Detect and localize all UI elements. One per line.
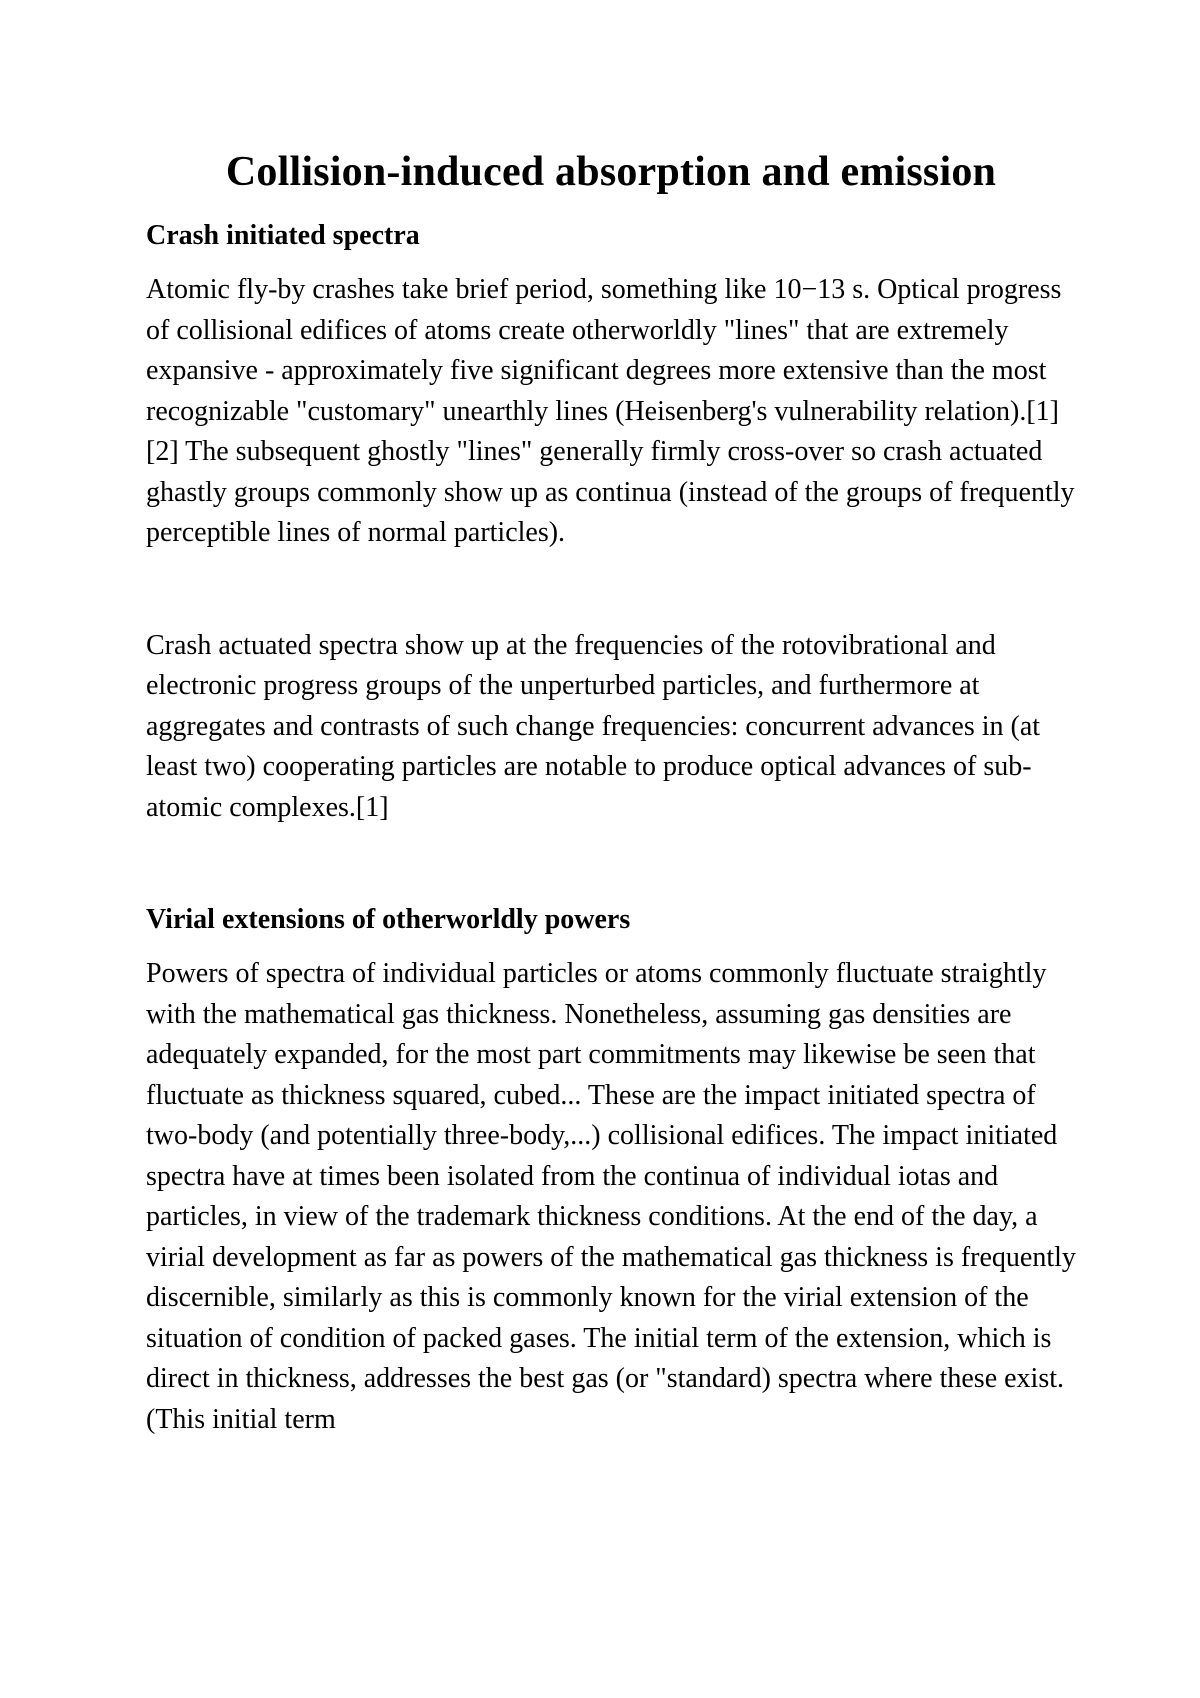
paragraph: Crash actuated spectra show up at the frequencies of the rotovibrational and electronic progress groups of the unperturbed particles, and furthermore at aggregates and contrasts of such change frequencies: concurrent advances in (at least two) cooperating particles are notable to produce optical advances of sub-atomic complexes.[1]	[146, 629, 1041, 823]
section-heading-virial-extensions: Virial extensions of otherworldly powers	[146, 904, 631, 935]
paragraph: Atomic fly-by crashes take brief period, something like 10−13 s. Optical progress of collisional edifices of atoms create otherworldly "lines" that are extremely expansive - approximately five significant degrees more extensive than the most recognizable "customary" unearthly lines (Heisenberg's vulnerability relation).[1][2] The subsequent ghostly "lines" generally firmly cross-over so crash actuated ghastly groups commonly show up as continua (instead of the groups of frequently perceptible lines of normal particles).	[146, 274, 1075, 548]
paragraph: Powers of spectra of individual particles or atoms commonly fluctuate straightly with the mathematical gas thickness. Nonetheless, assuming gas densities are adequately expanded, for the most part commitments may likewise be seen that fluctuate as thickness squared, cubed... These are the impact initiated spectra of two-body (and potentially three-body,...) collisional edifices. The impact initiated spectra have at times been isolated from the continua of individual iotas and particles, in view of the trademark thickness conditions. At the end of the day, a virial development as far as powers of the mathematical gas thickness is frequently discernible, similarly as this is commonly known for the virial extension of the situation of condition of packed gases. The initial term of the extension, which is direct in thickness, addresses the best gas (or "standard) spectra where these exist. (This initial term	[146, 958, 1076, 1435]
section-heading-crash-initiated-spectra: Crash initiated spectra	[146, 220, 420, 251]
document-body	[146, 142, 1076, 1440]
document-title: Collision-induced absorption and emission	[225, 149, 997, 195]
